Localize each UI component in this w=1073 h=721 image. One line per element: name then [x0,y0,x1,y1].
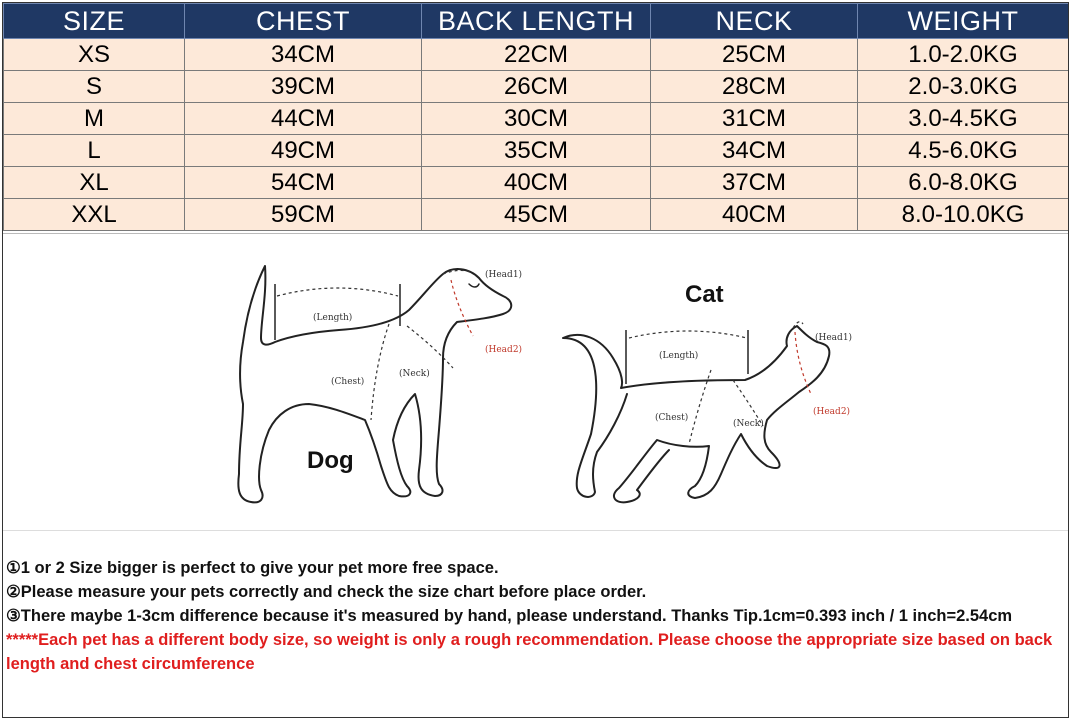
header-size: SIZE [4,4,185,39]
note-line-3: ③There maybe 1-3cm difference because it's measured by hand, please understand. Thanks Tip.1cm=0.393 inch / 1 inch=2.54cm [6,607,1013,625]
header-weight: WEIGHT [858,4,1069,39]
cell-weight: 8.0-10.0KG [858,199,1069,231]
size-chart [2,2,1069,718]
cell-neck: 34CM [651,135,858,167]
table-row [4,71,1069,103]
cell-size: S [4,71,185,103]
header-back-length: BACK LENGTH [422,4,651,39]
table-row [4,39,1069,71]
cell-weight: 2.0-3.0KG [858,71,1069,103]
dog-length-label: (Length) [313,313,353,323]
cell-size: L [4,135,185,167]
note-line-2: ②Please measure your pets correctly and check the size chart before place order. [6,583,647,601]
table-row [4,199,1069,231]
cell-size: M [4,103,185,135]
cell-neck: 40CM [651,199,858,231]
cell-size: XXL [4,199,185,231]
cell-weight: 1.0-2.0KG [858,39,1069,71]
dog-chest-label: (Chest) [331,377,365,387]
cell-chest: 34CM [185,39,422,71]
dog-neck-label: (Neck) [399,369,430,379]
size-table [3,3,1069,231]
cell-neck: 31CM [651,103,858,135]
notes-section [6,556,1061,676]
measurement-illustration [3,233,1068,531]
table-header-row [4,4,1069,39]
cell-chest: 44CM [185,103,422,135]
dog-title: Dog [307,447,354,474]
cat-title: Cat [685,281,724,308]
header-neck: NECK [651,4,858,39]
header-chest: CHEST [185,4,422,39]
cell-back-length: 45CM [422,199,651,231]
cell-chest: 59CM [185,199,422,231]
cell-chest: 49CM [185,135,422,167]
cell-neck: 25CM [651,39,858,71]
cell-back-length: 30CM [422,103,651,135]
cell-chest: 54CM [185,167,422,199]
cell-back-length: 26CM [422,71,651,103]
cell-back-length: 35CM [422,135,651,167]
table-row [4,167,1069,199]
cat-chest-label: (Chest) [655,413,689,423]
measurement-diagram-svg [3,234,1068,530]
cell-size: XL [4,167,185,199]
warning-note: *****Each pet has a different body size, so weight is only a rough recommendation. Please choose the appropriate size based on back length and chest circumference [6,631,1053,673]
cell-neck: 28CM [651,71,858,103]
cat-neck-label: (Neck) [733,419,764,429]
cell-weight: 6.0-8.0KG [858,167,1069,199]
cat-length-label: (Length) [659,351,699,361]
note-line-1: ①1 or 2 Size bigger is perfect to give your pet more free space. [6,559,499,577]
cell-weight: 3.0-4.5KG [858,103,1069,135]
cat-head1-label: (Head1) [815,333,853,343]
cell-size: XS [4,39,185,71]
cat-head2-label: (Head2) [813,407,851,417]
dog-head1-label: (Head1) [485,270,523,280]
cell-chest: 39CM [185,71,422,103]
table-row [4,135,1069,167]
cell-back-length: 22CM [422,39,651,71]
cell-weight: 4.5-6.0KG [858,135,1069,167]
cell-back-length: 40CM [422,167,651,199]
dog-head2-line [451,280,473,336]
table-row [4,103,1069,135]
cell-neck: 37CM [651,167,858,199]
dog-head2-label: (Head2) [485,345,523,355]
